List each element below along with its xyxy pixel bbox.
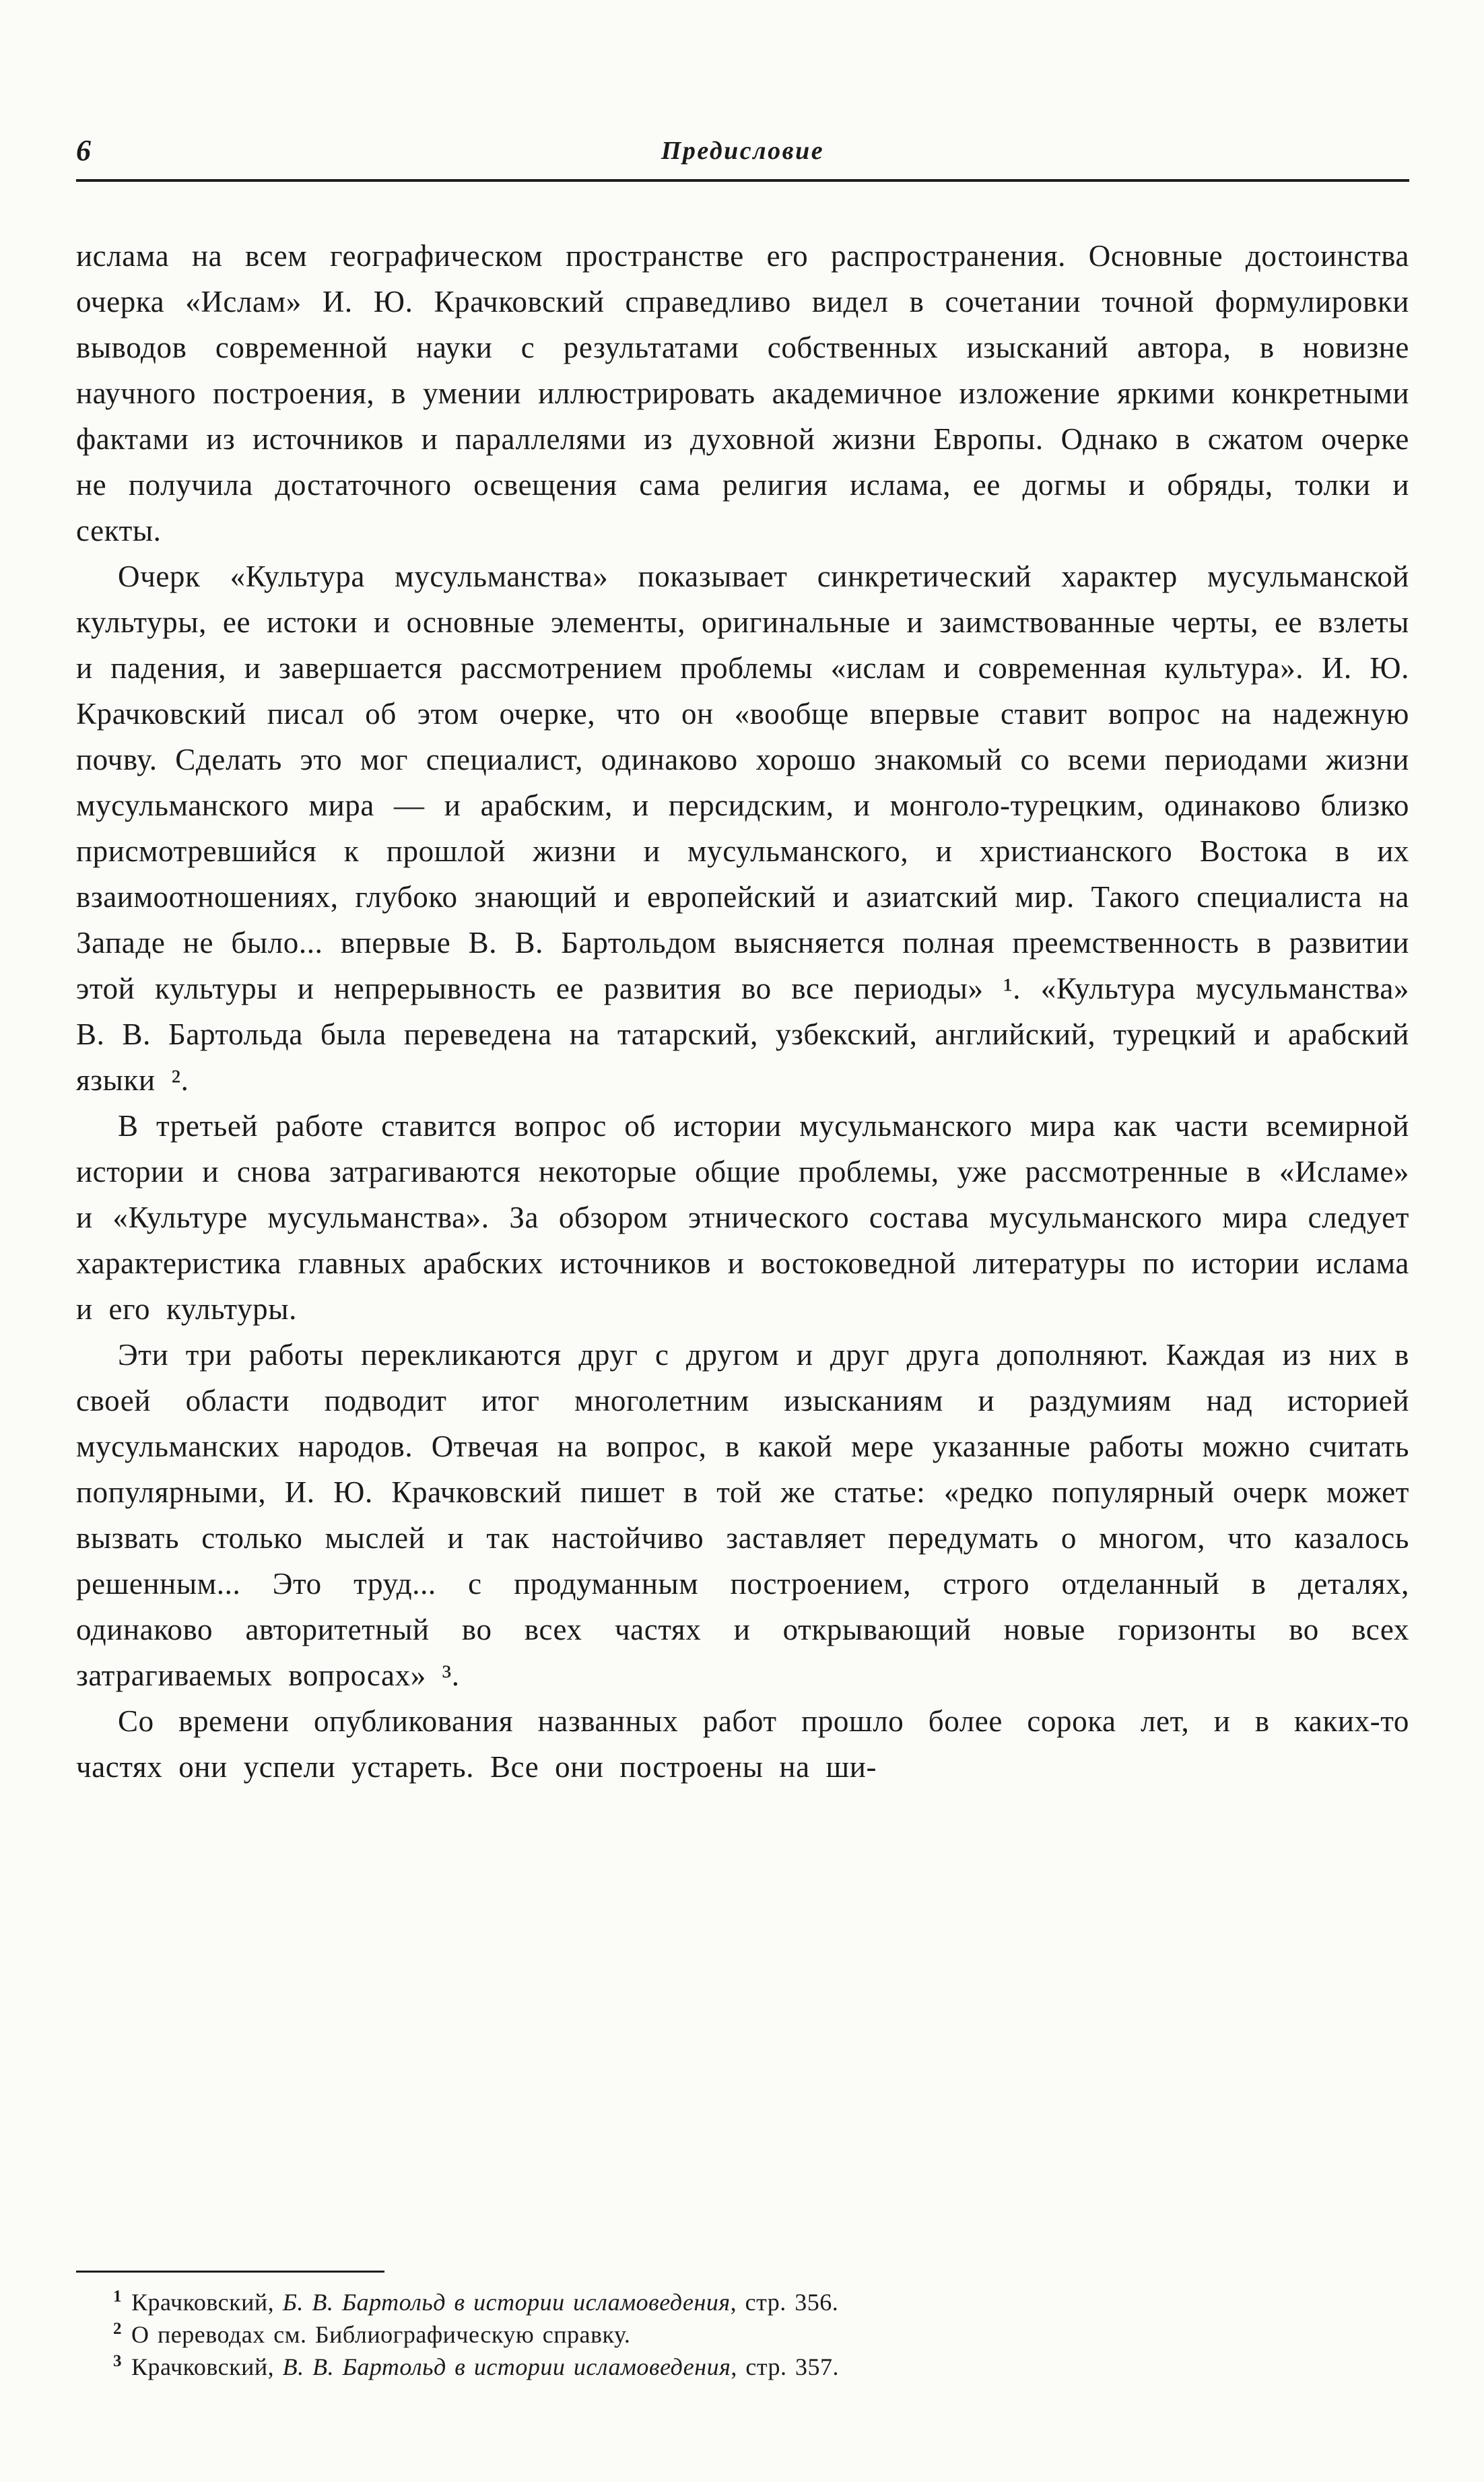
footnote-marker: 3 bbox=[113, 2352, 122, 2370]
footnotes bbox=[76, 2286, 1409, 2383]
footnote-text: Крачковский, bbox=[131, 2353, 283, 2380]
footnote-marker: 2 bbox=[113, 2320, 122, 2338]
page-number: 6 bbox=[76, 134, 91, 167]
page-header bbox=[76, 133, 1409, 171]
footnote bbox=[76, 2318, 1409, 2351]
body-text bbox=[76, 233, 1409, 1790]
footnote-marker: 1 bbox=[113, 2287, 122, 2306]
footnote-title: Б. В. Бартольд в истории исламоведения bbox=[282, 2289, 731, 2316]
paragraph: В третьей работе ставится вопрос об истории мусульманского мира как части всемирной истории и снова затрагиваются некоторые общие проблемы, уже рассмотренные в «Исламе» и «Культуре мусульманства». За обзором этнического состава мусульманского мира следует характеристика главных арабских источников и востоковедной литературы по истории ислама и его культуры. bbox=[76, 1109, 1409, 1326]
footnote-text: , стр. 356. bbox=[730, 2289, 839, 2316]
footnote-text: , стр. 357. bbox=[731, 2353, 840, 2380]
paragraph: Очерк «Культура мусульманства» показывает синкретический характер мусульманской культуры, ее истоки и основные элементы, оригинальные и заимствованные черты, ее взлеты и падения, и завершается рассмотрением проблемы «ислам и современная культура». И. Ю. Крачковский писал об этом очерке, что он «вообще впервые ставит вопрос на надежную почву. Сделать это мог специалист, одинаково хорошо знакомый со всеми периодами жизни мусульманского мира — и арабским, и персидским, и монголо-турецким, одинаково близко присмотревшийся к прошлой жизни и мусульманского, и христианского Востока в их взаимоотношениях, глубоко знающий и европейский и азиатский мир. Такого специалиста на Западе не было... впервые В. В. Бартольдом выясняется полная преемственность в развитии этой культуры и непрерывность ее развития во все периоды» ¹. «Культура мусульманства» В. В. Бартольда была переведена на татарский, узбекский, английский, турецкий и арабский языки ². bbox=[76, 560, 1409, 1097]
footnote-rule bbox=[76, 2271, 384, 2273]
footnote-section bbox=[76, 2271, 1409, 2383]
footnote-text: Крачковский, bbox=[131, 2289, 283, 2316]
paragraph: Эти три работы перекликаются друг с другом и друг друга дополняют. Каждая из них в своей области подводит итог многолетним изысканиям и раздумиям над историей мусульманских народов. Отвечая на вопрос, в какой мере указанные работы можно считать популярными, И. Ю. Крачковский пишет в той же статье: «редко популярный очерк может вызвать столько мыслей и так настойчиво заставляет передумать о многом, что казалось решенным... Это труд... с продуманным построением, строго отделанный в деталях, одинаково авторитетный во всех частях и открывающий новые горизонты во всех затрагиваемых вопросах» ³. bbox=[76, 1338, 1409, 1692]
paragraph: Со времени опубликования названных работ прошло более сорока лет, и в каких-то частях они успели устареть. Все они построены на ши- bbox=[76, 1704, 1409, 1784]
running-title: Предисловие bbox=[661, 137, 825, 165]
header-rule bbox=[76, 179, 1409, 182]
footnote-title: В. В. Бартольд в истории исламоведения bbox=[282, 2353, 731, 2380]
footnote bbox=[76, 2351, 1409, 2383]
footnote-text: О переводах см. Библиографическую справку. bbox=[131, 2321, 631, 2348]
footnote bbox=[76, 2286, 1409, 2318]
paragraph: ислама на всем географическом пространстве его распространения. Основные достоинства очерка «Ислам» И. Ю. Крачковский справедливо видел в сочетании точной формулировки выводов современной науки с результатами собственных изысканий автора, в новизне научного построения, в умении иллюстрировать академичное изложение яркими конкретными фактами из источников и параллелями из духовной жизни Европы. Однако в сжатом очерке не получила достаточного освещения сама религия ислама, ее догмы и обряды, толки и секты. bbox=[76, 239, 1409, 547]
